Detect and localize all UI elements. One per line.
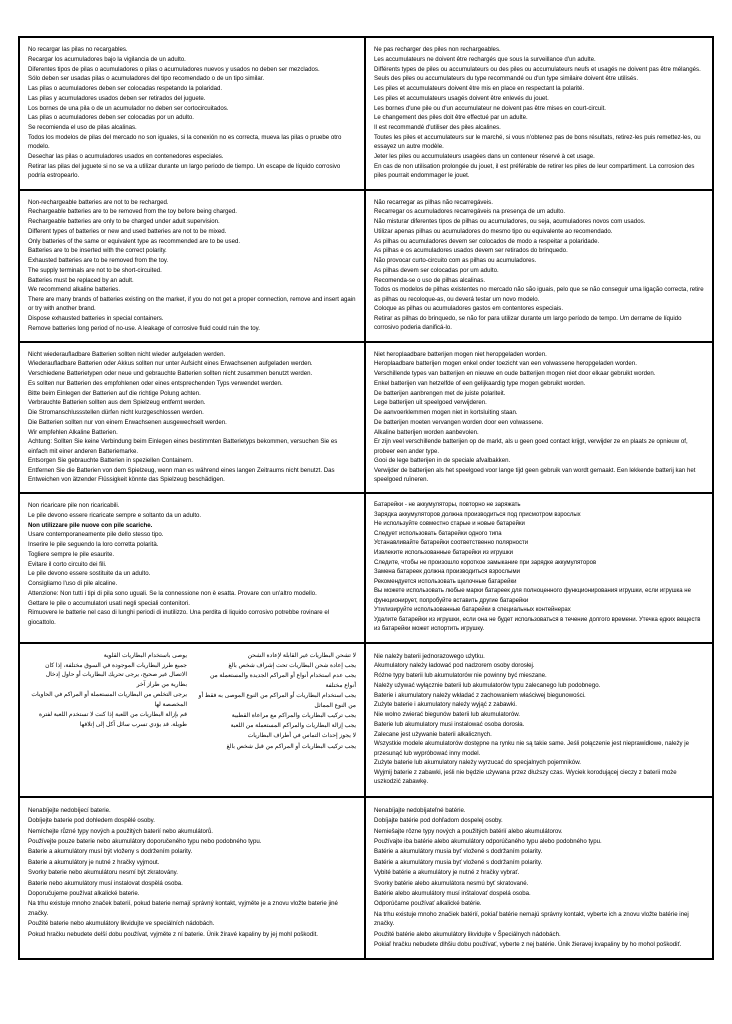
warning-line: Las pilas o acumuladores deben ser colocadas por un adulto. xyxy=(28,114,194,122)
warning-line: Différents types de piles ou accumulateurs ou des piles ou accumulateurs neufs et usagés ne doivent pas être mélangés. xyxy=(374,65,701,73)
warning-line: Не используйте совместно старые и новые батарейки xyxy=(374,521,525,528)
warning-line: Enkel batterijen van hetzelfde of een gelijkaardig type mogen gebruikt worden. xyxy=(374,379,586,387)
warning-line: Vybité batérie a akumulátory je nutné z hračky vybrať. xyxy=(374,869,520,877)
warning-line: Použité baterie nebo akumulátory likvidujte ve speciálních nádobách. xyxy=(28,920,215,928)
warning-line: Baterie a akumulátory musí být vloženy s dodržením polarity. xyxy=(28,848,193,856)
warning-line: Lege batterijen uit speelgoed verwijderen. xyxy=(374,399,487,407)
table-row xyxy=(20,343,712,495)
warning-line: Recomenda-se o uso de pilhas alcalinas. xyxy=(374,276,486,284)
warning-line: Se recomienda el uso de pilas alcalinas. xyxy=(28,124,137,131)
warning-line: Zużyte baterie lub akumulatory należy wyrzucać do specjalnych pojemników. xyxy=(374,759,581,767)
warning-line: Удалите батарейки из игрушки, если она не будет использоваться в течение долгого времени. Утечка едких веществ из батарейки может испортить игрушку. xyxy=(374,616,703,632)
warning-line: Utilizar apenas pilhas ou acumuladores do mesmo tipo ou equivalente ao recomendado. xyxy=(374,227,613,235)
warning-line: Entsorgen Sie gebrauchte Batterien in speziellen Containern. xyxy=(28,457,193,465)
warning-line: Les piles et accumulateurs doivent être mis en place en respectant la polarité. xyxy=(374,85,585,92)
warnings-table xyxy=(18,36,714,960)
warning-line: Não misturar diferentes tipos de pilhas ou acumuladores, ou seja, acumuladores novos com usados. xyxy=(374,218,646,225)
warning-line: Las pilas o acumuladores deben ser colocadas respetando la polaridad. xyxy=(28,85,223,92)
cell-slovak xyxy=(366,798,712,958)
warning-line: Dobíjejte baterie pod dohledem dospělé osoby. xyxy=(28,817,155,825)
warning-line: Die Batterien sollten nur von einem Erwachsenen ausgewechselt werden. xyxy=(28,418,227,426)
warning-line: There are many brands of batteries existing on the market, if you do not get a proper connection, remove and insert again or try with another brand. xyxy=(28,296,358,313)
arabic-columns xyxy=(28,652,356,753)
warning-line: Gooi de lege batterijen in de speciale afvalbakken. xyxy=(374,457,511,465)
warning-line: Diferentes tipos de pilas o acumuladores o pilas o acumuladores nuevos y usados no deben ser mezclados. xyxy=(28,65,320,73)
warning-line: Todos los modelos de pilas del mercado no son iguales, si la conexión no es correcta, mueva las pilas o pruebe otro modelo. xyxy=(28,133,344,150)
table-row xyxy=(20,798,712,958)
warning-line: Батарейки - не аккумуляторы, повторно не заряжать xyxy=(374,502,521,508)
warning-line: Извлеките использованные батарейки из игрушки xyxy=(374,550,514,557)
warning-line: يرجى التخلص من البطاريات المستعملة أو المراكم في الحاويات المخصصة لها xyxy=(29,692,187,709)
cell-russian xyxy=(366,494,712,642)
warning-line: Toutes les piles et accumulateurs sur le marché, si vous n'obtenez pas de bons résultats, retirez-les puis remettez-les, ou essayez un autre modèle. xyxy=(374,133,703,150)
warning-line: Evitare il corto circuito dei fili. xyxy=(28,560,107,568)
warning-line: جميع طرز البطاريات الموجودة في السوق مختلفة، إذا كان الاتصال غير صحيح، يرجى تحريك البطاريات أو حاول إدخال بطارية من طراز آخر xyxy=(43,662,187,689)
warning-line: Należy używać wyłącznie baterii lub akumulatorów typu zalecanego lub podobnego. xyxy=(374,681,601,689)
warning-line: Jeter les piles ou accumulateurs usagées dans un conteneur réservé à cet usage. xyxy=(374,152,595,160)
warning-line: لا يجوز إحداث التماس في أطراف البطاريات xyxy=(247,733,356,740)
warning-line: Recarregar os acumuladores recarregáveis na presença de um adulto. xyxy=(374,208,566,216)
warning-line: Le changement des piles doit être effectué par un adulte. xyxy=(374,114,528,122)
warning-line: Achtung: Sollten Sie keine Verbindung beim Einlegen eines bestimmten Batterietyps bekommen, versuchen Sie es einfach mit einer anderen Batteriemarke. xyxy=(28,438,339,455)
warning-line: يجب استخدام البطاريات أو المراكم من النوع الموصى به فقط أو من النوع المماثل xyxy=(196,692,356,709)
warning-line: Wyjmij baterie z zabawki, jeśli nie będzie używana przez dłuższy czas. Wyciek korodującej cieczy z baterii może uszkodzić zabawkę. xyxy=(374,769,679,786)
warning-line: Pokiaľ hračku nebudete dlhšiu dobu používať, vyberte z nej batérie. Únik žieravej kvapaliny by ho mohol poškodiť. xyxy=(374,941,682,949)
arabic-column-outer xyxy=(197,652,356,753)
warning-line: Nicht wiederaufladbare Batterien sollten nicht wieder aufgeladen werden. xyxy=(28,350,226,358)
warning-line: Doporučujeme používat alkalické baterie. xyxy=(28,889,140,897)
warning-line: Verwijder de batterijen als het speelgoed voor lange tijd geen gebruik van wordt gemaakt. Een lekkende batterij kan het speelgoed ruïneren. xyxy=(374,467,698,484)
warning-line: As pilhas e os acumuladores usados devem ser retirados do brinquedo. xyxy=(374,247,568,255)
warning-line: The supply terminals are not to be short-circuited. xyxy=(28,266,162,274)
warning-line: Rechargeable batteries are to be removed from the toy before being charged. xyxy=(28,208,238,216)
warning-line: Рекомендуется использовать щелочные батарейки xyxy=(374,578,517,585)
warning-line: Nie należy baterii jednorazowego użytku. xyxy=(374,652,485,660)
cell-english xyxy=(20,191,366,341)
warning-line: Зарядка аккумуляторов должна производиться под присмотром взрослых xyxy=(374,511,581,518)
warning-line: Wir empfehlen Alkaline Batterien. xyxy=(28,428,118,436)
warning-line: Sólo deben ser usadas pilas o acumuladores del tipo recomendado o de un tipo similar. xyxy=(28,75,265,83)
warning-line: Baterie nebo akumulátory musí instalovat dospělá osoba. xyxy=(28,879,183,887)
warning-line: Batérie a akumulátory musia byť vložené s dodržaním polarity. xyxy=(374,858,543,866)
warning-line: Todos os modelos de pilhas existentes no mercado não são iguais, pelo que se não conseguir uma ligação correcta, retire as pilhas ou recoloque-as, ou deverá testar um novo modelo. xyxy=(374,286,706,303)
warning-line: Odporúčame používať alkalické batérie. xyxy=(374,900,482,908)
warning-line: Baterie a akumulátory je nutné z hračky vyjmout. xyxy=(28,858,160,866)
warning-line: Nie wolno zwierać biegunów baterii lub akumulatorów. xyxy=(374,711,520,719)
warning-line: Different types of batteries or new and used batteries are not to be mixed. xyxy=(28,227,227,235)
warning-line: Retirar as pilhas do brinquedo, se não for para utilizar durante um largo período de tempo. Um derrame de líquido corrosivo poderia danificá-lo. xyxy=(374,315,684,332)
cell-portuguese xyxy=(366,191,712,341)
warning-line: Следует использовать батарейки одного типа xyxy=(374,530,502,537)
warning-line: Inserire le pile seguendo la loro corretta polarità. xyxy=(28,541,159,548)
cell-polish xyxy=(366,644,712,797)
warning-line: Recargar los acumuladores bajo la vigilancia de un adulto. xyxy=(28,55,186,63)
warning-line: يوصى باستخدام البطاريات القلوية xyxy=(103,652,187,659)
warning-line: Usare contemporaneamente pile dello stesso tipo. xyxy=(28,531,164,539)
warning-line: Alkaline batterijen worden aanbevolen. xyxy=(374,428,479,436)
warning-line: يجب عدم استخدام أنواع أو المراكم الجديدة والمستعملة من أنواع مختلفة xyxy=(208,672,356,689)
warning-line: Akumulatory należy ładować pod nadzorem osoby dorosłej. xyxy=(374,662,535,670)
cell-french xyxy=(366,38,712,189)
warning-line: Dispose exhausted batteries in special containers. xyxy=(28,315,164,322)
warning-line: Na trhu existuje mnoho značek baterií, pokud baterie nemají správný kontakt, vyjměte je a znovu vložte baterie jiné značky. xyxy=(28,900,340,918)
warning-line: Retirar las pilas del juguete si no se va a utilizar durante un largo periodo de tiempo. Un escape de líquido corrosivo podría estropearlo. xyxy=(28,162,343,179)
warning-line: De batterijen aanbrengen met de juiste polariteit. xyxy=(374,389,506,397)
warning-line: Las pilas y acumuladores usados deben ser retirados del juguete. xyxy=(28,94,206,102)
cell-italian xyxy=(20,494,366,642)
table-row xyxy=(20,494,712,644)
warning-line: Nemiešajte rôzne typy nových a použitých batérií alebo akumulátorov. xyxy=(374,827,563,835)
warning-line: Heroplaadbare batterijen mogen enkel onder toezicht van een volwassene heropgeladen worden. xyxy=(374,360,637,368)
warning-line: Es sollten nur Batterien des empfohlenen oder eines entsprechenden Typs verwendet werden. xyxy=(28,379,283,387)
warning-line: Remove batteries long period of no-use. A leakage of corrosive fluid could ruin the toy. xyxy=(28,324,260,332)
warning-line: يجب تركيب البطاريات أو المراكم من قبل شخص بالغ xyxy=(226,743,356,750)
cell-arabic xyxy=(20,644,366,797)
warning-line: Устанавливайте батарейки соответственно полярности xyxy=(374,540,529,547)
arabic-column-inner xyxy=(28,652,187,753)
warning-line: Togliere sempre le pile esaurite. xyxy=(28,550,115,558)
warning-line: Não recarregar as pilhas não recarregáveis. xyxy=(374,198,493,206)
warning-line: As pilhas ou acumuladores devem ser colocados de modo a respeitar a polaridade. xyxy=(374,237,600,245)
warning-line: Na trhu existuje mnoho značiek batérií, pokiaľ batérie nemajú správny kontakt, vyberte ich a znovu vložte batérie inej značky. xyxy=(374,910,691,928)
warning-line: Niet heroplaadbare batterijen mogen niet heropgeladen worden. xyxy=(374,350,547,358)
warning-line: Wszystkie modele akumulatorów dostępne na rynku nie są takie same. Jeśli połączenie jest nieprawidłowe, należy je przesunąć lub wypróbować inny model. xyxy=(374,740,691,757)
warning-line: Nemíchejte různé typy nových a použitých baterií nebo akumulátorů. xyxy=(28,827,213,835)
warning-line: Rechargeable batteries are only to be charged under adult supervision. xyxy=(28,218,220,225)
warning-line: De batterijen moeten vervangen worden door een volwassene. xyxy=(374,418,544,426)
cell-czech xyxy=(20,798,366,958)
warning-line: Non ricaricare pile non ricaricabili. xyxy=(28,502,120,509)
warning-line: Batteries are to be inserted with the correct polarity. xyxy=(28,247,167,255)
warning-line: Seuls des piles ou accumulateurs du type recommandé ou d'un type similaire doivent être utilisés. xyxy=(374,75,639,83)
warning-line: Les bornes d'une pile ou d'un accumulateur ne doivent pas être mises en court-circuit. xyxy=(374,104,606,112)
warning-line: Zużyte baterie i akumulatory należy wyjąć z zabawki. xyxy=(374,701,517,709)
warning-line: Batérie alebo akumulátory musí inštalovať dospelá osoba. xyxy=(374,889,531,897)
warning-line: Il est recommandé d'utiliser des piles alcalines. xyxy=(374,124,501,131)
warning-line: Coloque as pilhas ou acumuladores gastos em contentores especiais. xyxy=(374,305,564,313)
warning-line: Používejte pouze baterie nebo akumulátory doporučeného typu nebo podobného typu. xyxy=(28,838,262,846)
warning-line: We recommend alkaline batteries. xyxy=(28,286,121,294)
warning-line: يجب إزالة البطاريات والمراكم المستعملة من اللعبة xyxy=(230,723,356,730)
table-row xyxy=(20,644,712,799)
warning-line: Verbrauchte Batterien sollten aus dem Spielzeug entfernt werden. xyxy=(28,399,206,407)
warning-line: En cas de non utilisation prolongée du jouet, il est préférable de retirer les piles de leur compartiment. La corrosion des piles pourrait endommager le jouet. xyxy=(374,162,697,179)
warning-line: Ne pas recharger des piles non rechargeables. xyxy=(374,46,501,53)
warning-line: Gettare le pile o accumulatori usati negli speciali contenitori. xyxy=(28,599,190,607)
warning-line: Non utilizzare pile nuove con pile scariche. xyxy=(28,521,153,529)
table-row xyxy=(20,191,712,343)
warning-line: Замена батареек должна производиться взрослыми xyxy=(374,569,520,576)
table-row xyxy=(20,38,712,191)
warning-line: Nenabíjajte nedobíjateľné batérie. xyxy=(374,807,466,815)
warning-line: Consigliamo l'uso di pile alcaline. xyxy=(28,580,118,587)
warning-line: Bitte beim Einlegen der Batterien auf die richtige Polung achten. xyxy=(28,389,201,397)
warning-line: Desechar las pilas o acumuladores usados en contenedores especiales. xyxy=(28,152,224,160)
warning-line: Zalecane jest używanie baterii alkalicznych. xyxy=(374,730,492,738)
warning-line: Dobíjajte batérie pod dohľadom dospelej osoby. xyxy=(374,817,503,825)
warning-line: يجب تركيب البطاريات والمراكم مع مراعاة القطبية xyxy=(231,712,356,719)
warning-line: Only batteries of the same or equivalent type as recommended are to be used. xyxy=(28,237,241,245)
warning-line: Los bornes de una pila o de un acumulador no deben ser cortocircuitados. xyxy=(28,104,229,112)
warning-line: Le pile devono essere sostituite da un adulto. xyxy=(28,570,151,578)
warning-line: De aanvoerklemmen mogen niet in kortsluiting staan. xyxy=(374,409,518,416)
warning-line: قم بإزالة البطاريات من اللعبة إذا كنت لا تستخدم اللعبة لفترة طويلة. قد يؤدي تسرب سائل آكل إلى إتلافها xyxy=(37,712,187,729)
warning-line: Вы можете использовать любые марки батареек для полноценного функционирования игрушки, если игрушка не функционирует, попробуйте вставить другие батарейки xyxy=(374,588,693,604)
warning-line: Die Stromanschlussstellen dürfen nicht kurzgeschlossen werden. xyxy=(28,409,204,416)
warning-line: Não provocar curto-circuito com as pilhas ou acumuladores. xyxy=(374,257,537,264)
warning-line: Le pile devono essere ricaricate sempre e soltanto da un adulto. xyxy=(28,511,202,519)
warning-line: Baterie lub akumulatory musi instalować osoba dorosła. xyxy=(374,720,525,728)
warning-line: يجب إعادة شحن البطاريات تحت إشراف شخص بالغ xyxy=(228,662,356,669)
warning-line: Attenzione: Non tutti i tipi di pila sono uguali. Se la connessione non è esatta. Provare con un'altro modello. xyxy=(28,589,317,597)
warning-line: Wiederaufladbare Batterien oder Akkus sollten nur unter Aufsicht eines Erwachsenen aufgeladen werden. xyxy=(28,360,313,368)
warning-line: Утилизируйте использованные батарейки в специальных контейнерах xyxy=(374,607,571,614)
warning-line: Nenabíjejte nedobíjecí baterie. xyxy=(28,807,111,815)
warning-line: Svorky batérie alebo akumulátora nesmú byť skratované. xyxy=(374,879,529,887)
warning-line: Les accumulateurs ne doivent être rechargés que sous la surveillance d'un adulte. xyxy=(374,55,596,63)
warning-line: Pokud hračku nebudete delší dobu používat, vyjměte z ní baterie. Únik žíravé kapaliny by jej mohl poškodit. xyxy=(28,930,318,938)
warning-line: As pilhas devem ser colocadas por um adulto. xyxy=(374,266,499,274)
cell-german xyxy=(20,343,366,493)
warning-line: Batérie a akumulátory musia byť vložené s dodržaním polarity. xyxy=(374,848,543,856)
warning-line: Rimuovere le batterie nel caso di lunghi periodi di inutilizzo. Una perdita di liquido corrosivo potrebbe rovinare el giocattolo. xyxy=(28,609,331,626)
warning-line: Použité batérie alebo akumulátory likvidujte v Špeciálnych nádobách. xyxy=(374,930,561,938)
warning-line: Les piles et accumulateurs usagés doivent être enlevés du jouet. xyxy=(374,94,549,102)
warning-line: Er zijn veel verschillende batterijen op de markt, als u geen goed contact krijgt, verwijder ze en plaats ze opnieuw of, probeer een ander type. xyxy=(374,438,690,455)
warning-line: Różne typy baterii lub akumulatorów nie powinny być mieszane. xyxy=(374,672,547,680)
warning-line: Svorky baterie nebo akumulátoru nesmí být zkratovány. xyxy=(28,869,178,877)
warning-line: No recargar las pilas no recargables. xyxy=(28,46,128,53)
warning-line: لا تشحن البطاريات غير القابلة لإعادة الشحن xyxy=(247,652,356,659)
warning-line: Non-rechargeable batteries are not to be recharged. xyxy=(28,198,169,206)
warning-line: Следите, чтобы не произошло короткое замыкание при зарядке аккумуляторов xyxy=(374,559,597,566)
warning-line: Exhausted batteries are to be removed from the toy. xyxy=(28,257,169,264)
warning-line: Používajte iba batérie alebo akumulátory odporúčaného typu alebo podobného typu. xyxy=(374,838,602,846)
cell-dutch xyxy=(366,343,712,493)
warning-line: Baterie i akumulatory należy wkładać z zachowaniem właściwej biegunowości. xyxy=(374,691,586,699)
warning-line: Entfernen Sie die Batterien von dem Spielzeug, wenn man es während eines langen Zeitraums nicht benutzt. Das Entweichen von ätzender Flüssigkeit könnte das Spielzeug beschädigen. xyxy=(28,467,337,484)
cell-spanish xyxy=(20,38,366,189)
warning-line: Verschillende types van batterijen en nieuwe en oude batterijen mogen niet door elkaar gebruikt worden. xyxy=(374,370,656,377)
warning-line: Verschiedene Batterietypen oder neue und gebrauchte Batterien sollten nicht zusammen benutzt werden. xyxy=(28,370,313,377)
warning-line: Batteries must be replaced by an adult. xyxy=(28,276,134,284)
